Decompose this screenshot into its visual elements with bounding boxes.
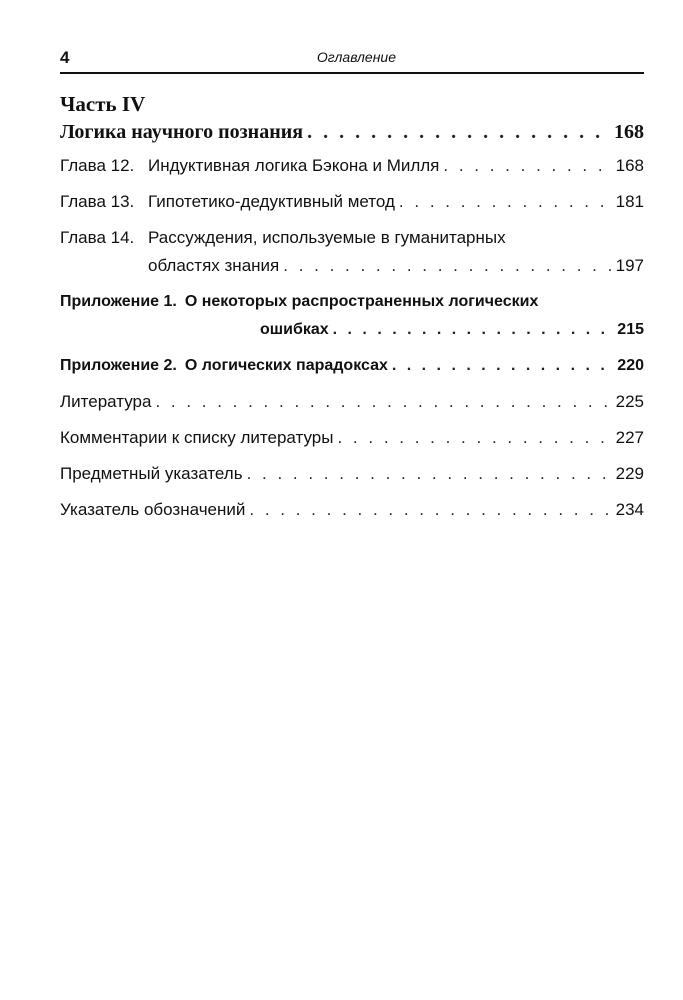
toc-entry-title: Гипотетико-дедуктивный метод	[148, 192, 395, 211]
toc-entry-page: 225	[615, 392, 644, 411]
toc-entry-subject-index[interactable]	[60, 460, 644, 488]
page-number: 4	[60, 48, 70, 67]
leader-dots	[283, 252, 611, 280]
chapter-label: Глава 14.	[60, 228, 135, 247]
leader-dots	[249, 496, 611, 524]
running-title: Оглавление	[316, 49, 396, 65]
toc-entry-chapter-12[interactable]	[60, 152, 644, 180]
toc-entry-chapter-14[interactable]	[60, 224, 644, 280]
leader-dots	[333, 316, 614, 344]
toc-entry-literature[interactable]	[60, 388, 644, 416]
leader-dots	[307, 118, 610, 146]
toc-entry-page: 229	[615, 464, 644, 483]
toc-entry-page: 215	[617, 321, 644, 338]
toc-entry-page: 227	[615, 428, 644, 447]
toc-entry-title: Логика научного познания	[60, 121, 304, 143]
appendix-label: Приложение 1.	[60, 293, 177, 310]
toc-entry-chapter-13[interactable]	[60, 188, 644, 216]
appendix-label: Приложение 2.	[60, 357, 177, 374]
header-rule	[60, 72, 644, 74]
leader-dots	[155, 388, 611, 416]
toc-entry-notation-index[interactable]	[60, 496, 644, 524]
chapter-label: Глава 13.	[60, 192, 135, 211]
toc-entry-title: Литература	[60, 392, 152, 411]
toc-entry-page: 220	[617, 357, 644, 374]
toc-entry-title: О логических парадоксах	[184, 357, 388, 374]
toc-entry-page: 234	[615, 500, 644, 519]
leader-dots	[337, 424, 611, 452]
toc-entry-title-line1: Рассуждения, используемые в гуманитарных	[148, 228, 506, 247]
leader-dots	[392, 352, 613, 380]
toc-entry-appendix-1[interactable]	[60, 288, 644, 344]
toc-entry-title-line2: ошибках	[260, 321, 329, 338]
toc-entry-title-line1: О некоторых распространенных логических	[184, 293, 539, 310]
toc-entry-page: 181	[615, 192, 644, 211]
toc-entry-appendix-2[interactable]	[60, 352, 644, 380]
toc-entry-title: Указатель обозначений	[60, 500, 246, 519]
toc-entry-title: Комментарии к списку литературы	[60, 428, 334, 447]
toc-entry-part-title[interactable]	[60, 118, 644, 146]
chapter-label: Глава 12.	[60, 156, 135, 175]
leader-dots	[443, 152, 611, 180]
toc-entry-page: 168	[615, 156, 644, 175]
page-header	[60, 48, 644, 70]
leader-dots	[247, 460, 612, 488]
table-of-contents	[60, 118, 644, 524]
toc-entry-title: Предметный указатель	[60, 464, 243, 483]
leader-dots	[399, 188, 612, 216]
toc-entry-page: 197	[615, 256, 644, 275]
toc-entry-page: 168	[614, 121, 644, 143]
toc-entry-literature-comments[interactable]	[60, 424, 644, 452]
toc-entry-title-line2: областях знания	[148, 256, 280, 275]
toc-entry-title: Индуктивная логика Бэкона и Милля	[148, 156, 440, 175]
part-label: Часть IV	[60, 92, 146, 116]
